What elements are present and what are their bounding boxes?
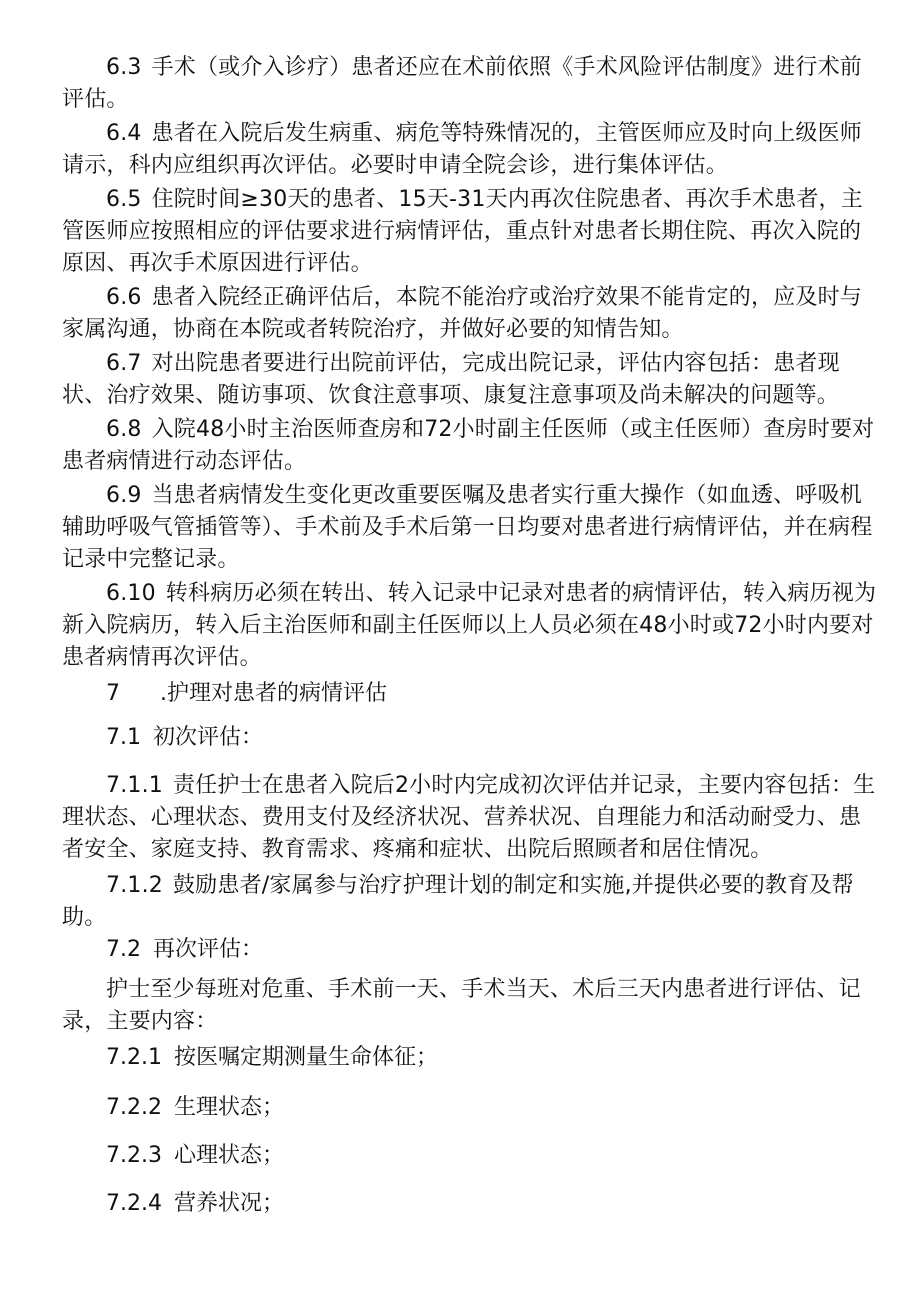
section-heading-7 [106, 678, 387, 710]
paragraph-text: 对出院患者要进行出院前评估，完成出院记录，评估内容包括：患者现状、治疗效果、随访事项、饮食注意事项、康复注意事项及尚未解决的问题等。 [62, 351, 840, 408]
paragraph-6-5 [62, 184, 882, 280]
paragraph-text: 住院时间≥30天的患者、15天-31天内再次住院患者、再次手术患者，主管医师应按照相应的评估要求进行病情评估，重点针对患者长期住院、再次入院的原因、再次手术原因进行评估。 [62, 187, 863, 276]
list-text: 心理状态； [173, 1143, 284, 1168]
list-item-7-2-4 [106, 1188, 284, 1220]
list-number: 7.2.2 [106, 1095, 162, 1120]
paragraph-number: 6.9 [106, 483, 142, 508]
section-number: 7 [106, 681, 120, 706]
paragraph-number: 6.7 [106, 351, 142, 376]
paragraph-6-6 [62, 282, 882, 346]
paragraph-number: 6.5 [106, 187, 142, 212]
list-text: 生理状态； [173, 1095, 284, 1120]
section-title: 初次评估： [153, 725, 264, 750]
list-text: 营养状况； [173, 1191, 284, 1216]
section-number: 7.1 [106, 725, 141, 750]
list-number: 7.2.1 [106, 1045, 162, 1070]
paragraph-6-10 [62, 578, 882, 674]
paragraph-text: 入院48小时主治医师查房和72小时副主任医师（或主任医师）查房时要对患者病情进行动态评估。 [62, 417, 875, 474]
section-number: 7.2 [106, 937, 141, 962]
subsection-heading-7-2 [106, 934, 263, 966]
paragraph-6-7 [62, 348, 882, 412]
paragraph-text: 手术（或介入诊疗）患者还应在术前依照《手术风险评估制度》进行术前评估。 [62, 55, 862, 112]
paragraph-number: 6.4 [106, 121, 142, 146]
paragraph-number: 6.6 [106, 285, 142, 310]
paragraph-number: 7.1.1 [106, 773, 163, 798]
paragraph-text: 当患者病情发生变化更改重要医嘱及患者实行重大操作（如血透、呼吸机辅助呼吸气管插管等）、手术前及手术后第一日均要对患者进行病情评估，并在病程记录中完整记录。 [62, 483, 873, 572]
list-item-7-2-2 [106, 1092, 284, 1124]
paragraph-6-9 [62, 480, 882, 576]
paragraph-number: 6.10 [106, 581, 156, 606]
list-text: 按医嘱定期测量生命体征； [173, 1045, 438, 1070]
paragraph-6-8 [62, 414, 882, 478]
paragraph-7-1-2 [62, 870, 882, 934]
paragraph-text: 患者在入院后发生病重、病危等特殊情况的，主管医师应及时向上级医师请示，科内应组织再次评估。必要时申请全院会诊，进行集体评估。 [62, 121, 862, 178]
paragraph-number: 7.1.2 [106, 873, 163, 898]
section-title: .护理对患者的病情评估 [160, 681, 387, 706]
paragraph-number: 6.8 [106, 417, 142, 442]
paragraph-7-1-1 [62, 770, 882, 866]
paragraph-text: 护士至少每班对危重、手术前一天、手术当天、术后三天内患者进行评估、记录，主要内容： [62, 977, 861, 1034]
list-number: 7.2.3 [106, 1143, 162, 1168]
paragraph-reassessment-intro [62, 974, 882, 1038]
paragraph-text: 鼓励患者/家属参与治疗护理计划的制定和实施,并提供必要的教育及帮助。 [62, 873, 854, 930]
list-number: 7.2.4 [106, 1191, 162, 1216]
subsection-heading-7-1 [106, 722, 263, 754]
list-item-7-2-1 [106, 1042, 438, 1074]
paragraph-number: 6.3 [106, 55, 142, 80]
paragraph-6-3 [62, 52, 882, 116]
section-title: 再次评估： [153, 937, 264, 962]
paragraph-text: 责任护士在患者入院后2小时内完成初次评估并记录，主要内容包括：生理状态、心理状态、费用支付及经济状况、营养状况、自理能力和活动耐受力、患者安全、家庭支持、教育需求、疼痛和症状、出院后照顾者和居住情况。 [62, 773, 876, 862]
list-item-7-2-3 [106, 1140, 284, 1172]
paragraph-text: 转科病历必须在转出、转入记录中记录对患者的病情评估，转入病历视为新入院病历，转入后主治医师和副主任医师以上人员必须在48小时或72小时内要对患者病情再次评估。 [62, 581, 877, 670]
paragraph-text: 患者入院经正确评估后，本院不能治疗或治疗效果不能肯定的，应及时与家属沟通，协商在本院或者转院治疗，并做好必要的知情告知。 [62, 285, 862, 342]
paragraph-6-4 [62, 118, 882, 182]
